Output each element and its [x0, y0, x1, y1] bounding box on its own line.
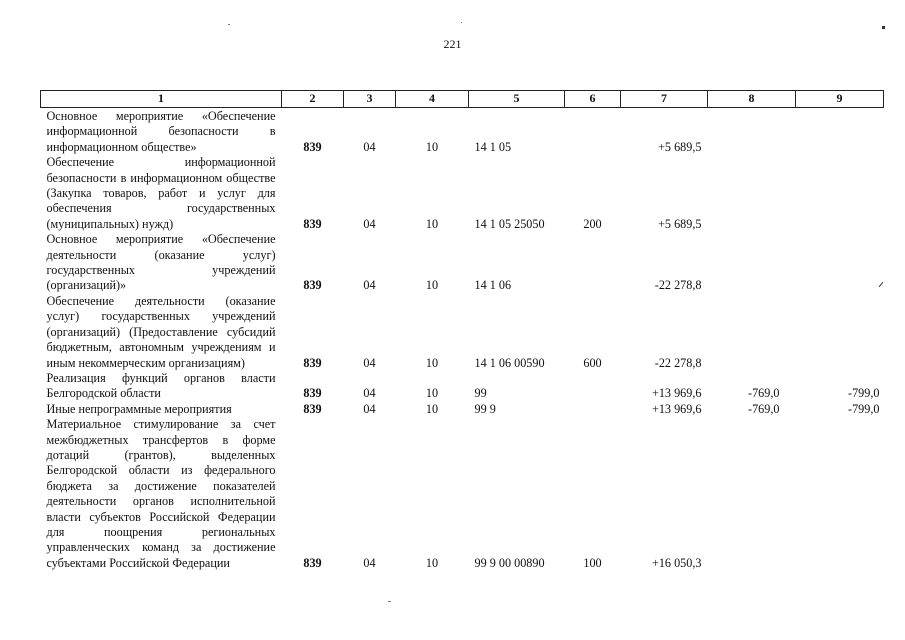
row-ministry-code: 839 — [303, 139, 322, 154]
header-col-1: 1 — [41, 91, 282, 108]
header-col-9: 9 — [796, 91, 884, 108]
header-col-3: 3 — [344, 91, 396, 108]
row-amount-3 — [796, 109, 884, 155]
row-target-article: 14 1 06 00590 — [474, 355, 545, 370]
row-target-article: 99 — [474, 386, 487, 401]
row-ministry-code: 839 — [303, 216, 322, 231]
row-target-article: 14 1 06 — [474, 278, 512, 293]
row-name: Основное мероприятие «Обеспечение деятельности (оказание услуг) государственных учреждений (организаций)» — [46, 232, 276, 293]
row-amount-2: -769,0 — [748, 386, 780, 401]
row-amount-1: +5 689,5 — [658, 216, 702, 231]
row-expense-type — [565, 402, 621, 417]
row-subsection: 10 — [425, 401, 439, 416]
scan-speck — [228, 24, 230, 25]
row-amount-2 — [708, 155, 796, 232]
row-subsection: 10 — [425, 139, 439, 154]
row-amount-3 — [796, 155, 884, 232]
scan-speck — [388, 601, 391, 602]
header-col-4: 4 — [396, 91, 469, 108]
table-header-row — [41, 91, 884, 108]
table-row — [41, 417, 884, 571]
table-row — [41, 109, 884, 155]
row-amount-1: +13 969,6 — [651, 386, 702, 401]
scan-speck — [882, 26, 885, 29]
row-ministry-code: 839 — [303, 401, 322, 416]
row-subsection: 10 — [425, 555, 439, 570]
row-amount-1: -22 278,8 — [654, 355, 702, 370]
row-amount-1: -22 278,8 — [654, 278, 702, 293]
table-row — [41, 402, 884, 417]
header-col-2: 2 — [282, 91, 344, 108]
scan-speck — [461, 22, 462, 23]
budget-table — [40, 90, 884, 571]
header-col-7: 7 — [621, 91, 708, 108]
row-name: Основное мероприятие «Обеспечение информационной безопасности в информационном обществе» — [46, 109, 276, 154]
row-amount-3 — [796, 417, 884, 571]
table-row — [41, 232, 884, 294]
row-section: 04 — [363, 216, 376, 231]
page-number: 221 — [443, 37, 462, 51]
row-name: Иные непрограммные мероприятия — [46, 401, 232, 416]
row-name: Материальное стимулирование за счет межбюджетных трансфертов в форме дотаций (грантов), выделенных Белгородской области из федерального бюджета за достижение показателей деятельности органов исполнительной власти субъектов Российской Федерации для поощрения региональных управленческих команд за достижение субъектами Российской Федерации — [46, 417, 276, 570]
row-amount-3: -799,0 — [848, 386, 880, 401]
header-col-8: 8 — [708, 91, 796, 108]
row-subsection: 10 — [425, 386, 439, 401]
row-amount-2 — [708, 232, 796, 294]
row-expense-type: 200 — [583, 216, 602, 231]
row-name: Обеспечение информационной безопасности в информационном обществе (Закупка товаров, работ и услуг для обеспечения государственных (муниципальных) нужд) — [46, 155, 276, 231]
row-ministry-code: 839 — [303, 555, 322, 570]
row-amount-2 — [708, 109, 796, 155]
row-target-article: 99 9 00 00890 — [474, 555, 545, 570]
row-section: 04 — [363, 401, 376, 416]
row-ministry-code: 839 — [303, 278, 322, 293]
row-target-article: 14 1 05 25050 — [474, 216, 545, 231]
row-name: Реализация функций органов власти Белгородской области — [46, 370, 276, 401]
row-amount-1: +5 689,5 — [658, 139, 702, 154]
table-row — [41, 155, 884, 232]
row-section: 04 — [363, 355, 376, 370]
row-section: 04 — [363, 555, 376, 570]
row-amount-2: -769,0 — [748, 401, 780, 416]
row-name: Обеспечение деятельности (оказание услуг) государственных учреждений (организаций) (Предоставление субсидий бюджетным, автономным учреждениям и иным некоммерческим организациям) — [46, 293, 276, 370]
row-amount-2 — [708, 294, 796, 371]
header-col-5: 5 — [469, 91, 565, 108]
row-section: 04 — [363, 278, 376, 293]
row-subsection: 10 — [425, 278, 439, 293]
table-row — [41, 294, 884, 371]
header-col-6: 6 — [565, 91, 621, 108]
row-expense-type — [565, 232, 621, 294]
row-amount-3 — [796, 294, 884, 371]
row-amount-1: +13 969,6 — [651, 401, 702, 416]
row-target-article: 14 1 05 — [474, 139, 512, 154]
row-amount-3 — [796, 232, 884, 294]
row-expense-type: 100 — [583, 555, 602, 570]
row-amount-1: +16 050,3 — [651, 555, 702, 570]
row-ministry-code: 839 — [303, 386, 322, 401]
row-amount-2 — [708, 417, 796, 571]
row-expense-type: 600 — [583, 355, 602, 370]
row-expense-type — [565, 109, 621, 155]
row-subsection: 10 — [425, 355, 439, 370]
row-section: 04 — [363, 139, 376, 154]
row-amount-3: -799,0 — [848, 401, 880, 416]
table-row — [41, 371, 884, 402]
row-ministry-code: 839 — [303, 355, 322, 370]
row-expense-type — [565, 371, 621, 402]
row-target-article: 99 9 — [474, 401, 496, 416]
row-subsection: 10 — [425, 216, 439, 231]
row-section: 04 — [363, 386, 376, 401]
